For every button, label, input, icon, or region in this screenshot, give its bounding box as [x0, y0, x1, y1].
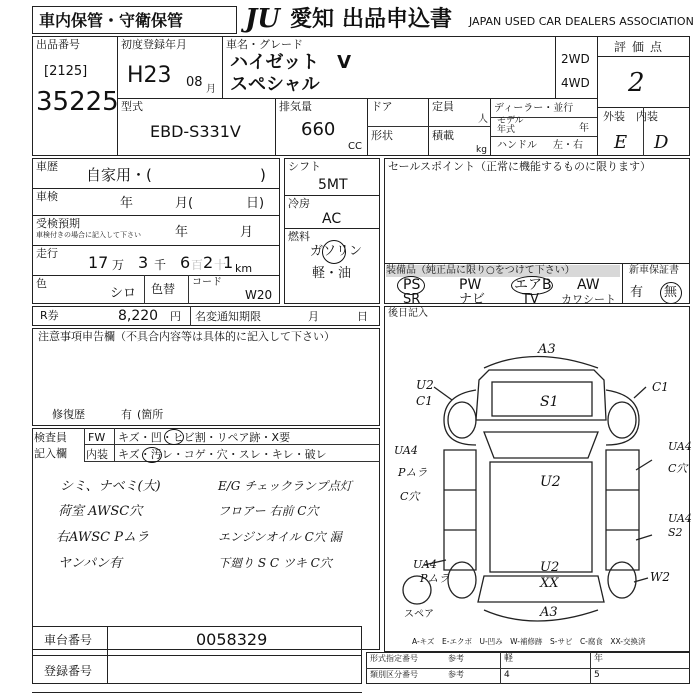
mileage-digit-4: 2: [203, 253, 214, 272]
mileage-unit-juu: 十: [214, 258, 227, 272]
drive-2wd: 2WD: [561, 52, 590, 66]
checker-row2: キズ・汚レ・コゲ・穴・スレ・キレ・破レ: [118, 448, 327, 461]
checker-note-5: E/G チェックランプ点灯: [218, 479, 352, 493]
handle-label: ハンドル: [497, 140, 537, 151]
accept-note: 車検付きの場合に記入して下さい: [36, 231, 141, 239]
mark-right-side-3: UA4: [668, 512, 692, 525]
score-ext-int-label: 外装 内装: [603, 110, 658, 123]
category-four: 4: [504, 670, 510, 680]
category-year-mark: 年: [594, 654, 604, 664]
warranty-yes: 有: [630, 285, 644, 300]
checker-note-1: シミ、ナベミ(大): [60, 479, 161, 494]
dealer-label: ディーラー・並行: [494, 103, 574, 114]
score-label: 評価点: [614, 40, 669, 54]
mark-spare: スペア: [404, 609, 434, 620]
model-year-label: モデル 年式: [497, 116, 524, 135]
mark-left-rear-1: UA4: [413, 558, 437, 571]
warranty-label: 新車保証書: [629, 265, 679, 276]
load-label: 積載: [432, 129, 454, 142]
checker-note-7: エンジンオイル C穴 漏: [218, 530, 342, 544]
lot-sub-number: [2125]: [44, 64, 88, 79]
handle-value: 左・右: [553, 140, 583, 151]
mark-rear-2: XX: [540, 576, 559, 591]
equipment-aw: AW: [577, 277, 600, 293]
first-reg-month-unit: 月: [206, 84, 216, 95]
accept-year: 年: [175, 225, 189, 240]
category-ref-1: 参考: [448, 654, 464, 663]
right-front-wheel: [608, 402, 636, 438]
recycle-value: 8,220: [118, 308, 159, 324]
color-change-label: 色替: [151, 282, 176, 296]
checker-row1-head: FW: [88, 431, 106, 444]
first-reg-label: 初度登録年月: [121, 38, 187, 51]
mark-right-side-1: UA4: [668, 440, 692, 453]
mark-left-rear-2: Pムラ: [420, 572, 450, 585]
mileage-digit-3: 6: [180, 253, 191, 272]
equipment-sr: SR: [403, 292, 421, 307]
warranty-no-circle: [660, 282, 682, 304]
chassis-label: 車台番号: [44, 633, 93, 647]
registration-label: 登録番号: [44, 664, 93, 678]
color-value: シロ: [110, 286, 137, 301]
inspection-day: 日): [246, 196, 265, 211]
history-close: ): [260, 166, 266, 184]
warranty-no: 無: [664, 285, 678, 300]
mark-hood: S1: [540, 394, 559, 410]
checker-row1: キズ・凹・ヒビ割・リペア跡・X要: [118, 431, 291, 444]
mark-top: A3: [538, 342, 556, 357]
sales-point-label: セールスポイント（正常に機能するものに限ります）: [388, 160, 652, 173]
shape-label: 形状: [371, 129, 393, 142]
score-exterior: E: [614, 132, 628, 153]
load-unit: kg: [476, 145, 487, 155]
equipment-airbag: エアB: [514, 277, 552, 293]
cooler-value: AC: [322, 211, 342, 227]
shift-label: シフト: [288, 160, 321, 173]
repair-label: 修復歴: [52, 408, 85, 421]
equipment-ps: PS: [403, 277, 421, 293]
mark-right-side-2: C穴: [668, 462, 688, 475]
cooler-label: 冷房: [288, 197, 310, 210]
recycle-unit: 円: [170, 310, 181, 323]
checker-note-3: 右AWSC Pムラ: [56, 530, 149, 545]
recycle-label: R券: [40, 309, 59, 322]
mark-bottom: A3: [540, 605, 558, 620]
inspection-year: 年: [120, 196, 134, 211]
car-name-line2: スペシャル: [230, 74, 320, 95]
form-title: 出品申込書: [342, 7, 453, 32]
equipment-pw: PW: [459, 277, 482, 293]
org-english: JAPAN USED CAR DEALERS ASSOCIATION: [469, 15, 694, 28]
storage-title: 車内保管・守衛保管: [39, 11, 184, 30]
mark-left-top-2: C1: [416, 394, 433, 408]
mileage-unit-km: km: [235, 262, 253, 275]
lot-label: 出品番号: [36, 38, 80, 51]
mark-right-top: C1: [652, 380, 669, 394]
model-value: EBD-S331V: [150, 122, 241, 141]
checker-dirt-circle: [142, 447, 162, 463]
mark-rear-1: U2: [540, 560, 560, 575]
checker-label-1: 検査員: [34, 431, 67, 444]
vehicle-info-grid: [32, 36, 690, 156]
category-form-label: 形式指定番号: [370, 654, 418, 663]
doors-label: ドア: [371, 100, 393, 113]
first-reg-month: 08: [186, 75, 203, 90]
displacement-label: 排気量: [279, 100, 312, 113]
checker-note-6: フロアー 右前 C穴: [218, 504, 319, 518]
mileage-unit-hyaku: 百: [191, 258, 204, 272]
checker-note-8: 下廻り S C ツキ C穴: [218, 556, 332, 570]
after-fill-label: 後日記入: [388, 308, 428, 319]
mileage-digit-5: 1: [223, 253, 234, 272]
capacity-label: 定員: [432, 100, 454, 113]
category-ref-2: 参考: [448, 670, 464, 679]
category-five: 5: [594, 670, 600, 680]
checker-label-2: 記入欄: [34, 447, 67, 460]
chassis-value: 0058329: [196, 630, 268, 649]
windshield: [484, 432, 598, 458]
car-name-label: 車名・グレード: [226, 38, 303, 51]
shift-value: 5MT: [318, 177, 348, 193]
mark-left-side-1: UA4: [394, 444, 418, 457]
mileage-digit-1: 17: [88, 253, 109, 272]
mark-left-top-1: U2: [416, 378, 434, 392]
color-label: 色: [36, 277, 47, 290]
history-value: 自家用・(: [86, 166, 152, 184]
accept-label: 受検預期: [36, 217, 80, 230]
left-side: [444, 450, 476, 570]
front-bumper: [484, 357, 598, 369]
fuel-gasoline: ガソリン: [310, 244, 363, 259]
fuel-gasoline-circle: [322, 240, 346, 264]
name-change-label: 名変通知期限: [195, 310, 261, 323]
ju-logo: JU: [245, 4, 280, 34]
equipment-seat: カワシート: [561, 293, 616, 306]
equipment-label: 装備品（純正品に限り○をつけて下さい）: [386, 265, 620, 277]
equipment-tv: TV: [522, 292, 539, 307]
checker-note-2: 荷室 AWSC穴: [58, 504, 143, 519]
score-interior: D: [654, 132, 669, 153]
first-reg-year: H23: [127, 63, 172, 88]
color-code: W20: [245, 288, 273, 302]
model-year-unit: 年: [579, 123, 589, 134]
checker-note-4: ヤンパン有: [58, 556, 122, 571]
checker-dent-circle: [164, 429, 184, 445]
drive-4wd: 4WD: [561, 76, 590, 90]
displacement-unit: CC: [348, 141, 362, 152]
accept-month: 月: [240, 225, 254, 240]
lot-number: 35225: [36, 87, 119, 117]
inspection-month: 月(: [175, 196, 194, 211]
left-rear-wheel: [448, 562, 476, 598]
damage-legend: A-キズ E-エクボ U-凹み W-補修跡 S-サビ C-腐食 XX-交換済: [412, 637, 646, 646]
score-value: 2: [628, 68, 645, 98]
checker-row2-head: 内装: [86, 448, 108, 461]
displacement-value: 660: [301, 119, 336, 140]
name-change-day: 日: [357, 310, 368, 323]
mark-left-side-2: Pムラ: [398, 466, 428, 479]
right-front-fender: [606, 390, 639, 445]
mileage-unit-sen: 千: [154, 258, 167, 272]
name-change-month: 月: [308, 310, 319, 323]
notes-label: 注意事項申告欄（不具合内容等は具体的に記入して下さい）: [38, 330, 335, 343]
left-front-wheel: [448, 402, 476, 438]
org-name: 愛知: [290, 7, 335, 32]
mileage-unit-man: 万: [112, 258, 125, 272]
mark-right-rear: W2: [650, 570, 670, 584]
color-code-label: コード: [192, 277, 222, 288]
model-label: 型式: [121, 100, 143, 113]
repair-value: 有: [121, 408, 132, 421]
mark-roof: U2: [540, 474, 561, 490]
right-side: [606, 450, 639, 570]
storage-title-box: [32, 6, 237, 34]
category-class-label: 類別区分番号: [370, 670, 418, 679]
mileage-label: 走行: [36, 247, 58, 260]
mark-right-side-4: S2: [668, 526, 683, 539]
inspection-label: 車検: [36, 190, 58, 203]
repair-place: (箇所: [137, 408, 164, 421]
fuel-diesel: 軽・油: [312, 266, 352, 281]
equipment-navi: ナビ: [459, 292, 486, 307]
fuel-label: 燃料: [288, 230, 310, 243]
category-light: 軽: [504, 654, 514, 664]
history-label: 車歴: [36, 160, 58, 173]
mark-left-side-3: C穴: [400, 490, 420, 503]
right-rear-wheel: [608, 562, 636, 598]
mileage-digit-2: 3: [138, 253, 149, 272]
capacity-unit: 人: [478, 114, 488, 125]
car-name-line1: ハイゼット V: [230, 52, 352, 73]
